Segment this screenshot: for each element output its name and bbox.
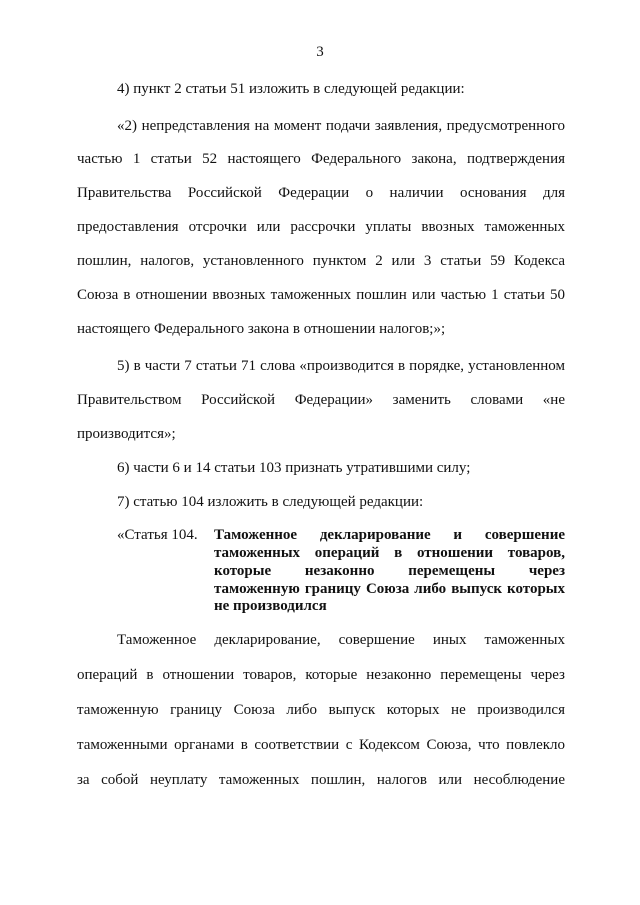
paragraph-line: 7) статью 104 изложить в следующей редакции: xyxy=(117,494,424,510)
paragraph-line: 4) пункт 2 статьи 51 изложить в следующей редакции: xyxy=(117,81,465,97)
paragraph-line: Союза в отношении ввозных таможенных пошлин или частью 1 статьи 50 xyxy=(77,287,565,303)
paragraph-line: настоящего Федерального закона в отношении налогов;»; xyxy=(77,321,446,337)
page-number: 3 xyxy=(316,44,324,60)
article-title-line: которые незаконно перемещены через xyxy=(214,563,565,579)
article-title-line: таможенную границу Союза либо выпуск которых xyxy=(214,581,565,597)
article-label: «Статья 104. xyxy=(117,527,198,543)
paragraph-line: производится»; xyxy=(77,426,176,442)
paragraph-line: частью 1 статьи 52 настоящего Федерального закона, подтверждения xyxy=(77,151,565,167)
paragraph-line: за собой неуплату таможенных пошлин, налогов или несоблюдение xyxy=(77,772,565,788)
article-title-line: не производился xyxy=(214,598,327,614)
paragraph-line: пошлин, налогов, установленного пунктом 2 или 3 статьи 59 Кодекса xyxy=(77,253,565,269)
paragraph-line: предоставления отсрочки или рассрочки уплаты ввозных таможенных xyxy=(77,219,565,235)
paragraph-line: Таможенное декларирование, совершение иных таможенных xyxy=(117,632,565,648)
article-title-line: Таможенное декларирование и совершение xyxy=(214,527,565,543)
paragraph-line: таможенную границу Союза либо выпуск которых не производился xyxy=(77,702,565,718)
paragraph-line: Правительства Российской Федерации о наличии основания для xyxy=(77,185,565,201)
paragraph-line: операций в отношении товаров, которые незаконно перемещены через xyxy=(77,667,565,683)
paragraph-line: Правительством Российской Федерации» заменить словами «не xyxy=(77,392,565,408)
paragraph-line: таможенными органами в соответствии с Кодексом Союза, что повлекло xyxy=(77,737,565,753)
article-title-line: таможенных операций в отношении товаров, xyxy=(214,545,565,561)
paragraph-line: 5) в части 7 статьи 71 слова «производится в порядке, установленном xyxy=(117,358,565,374)
paragraph-line: 6) части 6 и 14 статьи 103 признать утратившими силу; xyxy=(117,460,471,476)
paragraph-line: «2) непредставления на момент подачи заявления, предусмотренного xyxy=(117,118,565,134)
